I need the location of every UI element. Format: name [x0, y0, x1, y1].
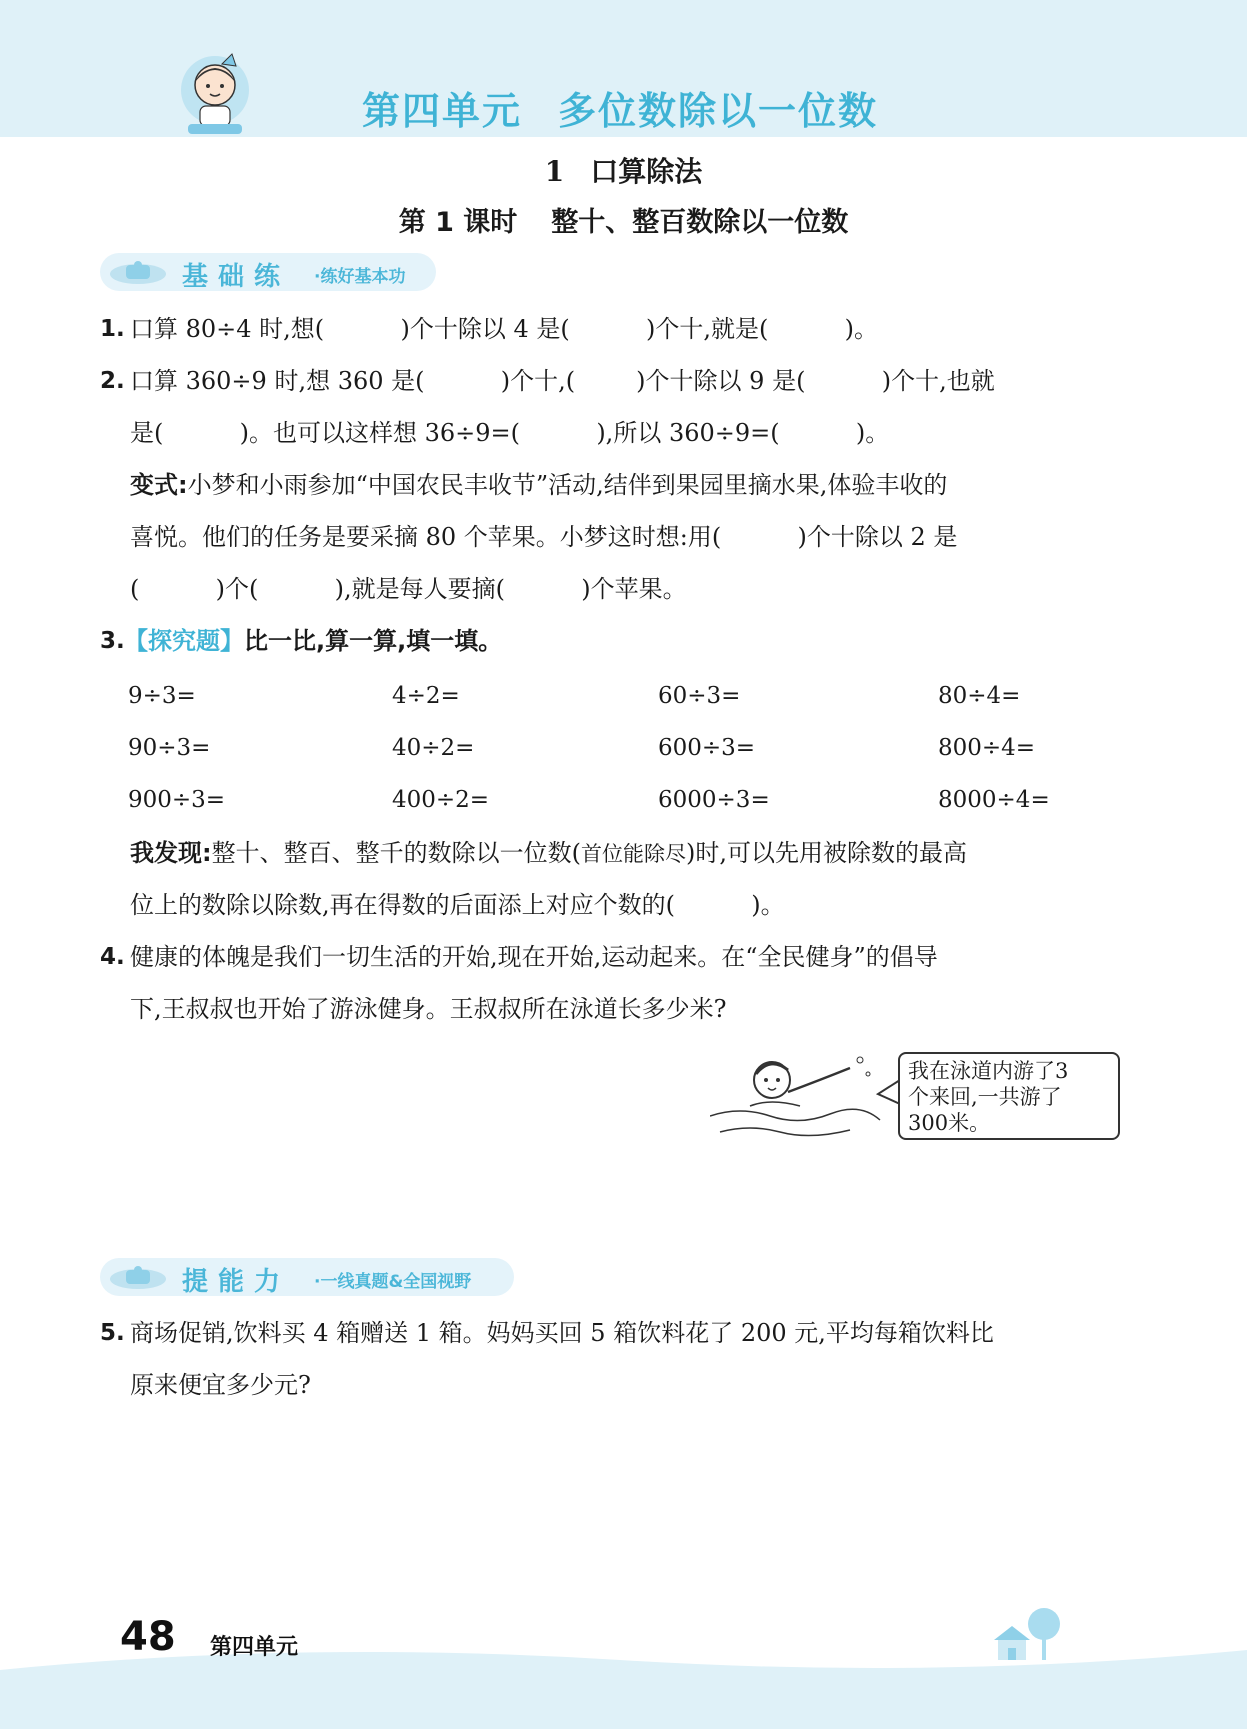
- bubble-line: 个来回,一共游了: [908, 1085, 1062, 1109]
- lesson-title: [0, 200, 1247, 239]
- basic-practice-banner: [100, 253, 436, 291]
- calc-item: 40÷2=: [392, 735, 475, 761]
- finding-label: 我发现:: [130, 839, 212, 867]
- bubble-line: 我在泳道内游了3: [908, 1059, 1069, 1083]
- mascot-girl-icon: [170, 40, 260, 140]
- calc-item: 9÷3=: [128, 683, 196, 709]
- variant-line-2: 喜悦。他们的任务是要采摘 80 个苹果。小梦这时想:用( )个十除以 2 是: [130, 523, 958, 551]
- basic-practice-title: 基础练: [182, 262, 291, 292]
- finding-line-1: [130, 838, 967, 869]
- question-number: 2.: [100, 368, 125, 394]
- lesson-name: 整十、整百数除以一位数: [551, 207, 849, 238]
- variant-line-1: [130, 470, 947, 500]
- calc-item: 800÷4=: [938, 735, 1036, 761]
- banner-logo-icon: [108, 259, 168, 285]
- calc-item: 90÷3=: [128, 735, 211, 761]
- unit-label: 第四单元: [361, 89, 522, 133]
- speech-bubble: [898, 1052, 1120, 1140]
- q5-line-2: 原来便宜多少元?: [130, 1371, 311, 1399]
- finding-line-2: 位上的数除以除数,再在得数的后面添上对应个数的( )。: [130, 891, 785, 919]
- calc-item: 400÷2=: [392, 787, 490, 813]
- finding-text-b: )时,可以先用被除数的最高: [685, 839, 967, 867]
- question-number: 3.: [100, 628, 125, 654]
- banner-logo-icon: [108, 1264, 168, 1290]
- question-number: 1.: [100, 316, 125, 342]
- lesson-number: 第 1 课时: [398, 207, 518, 238]
- q3-heading: [124, 626, 502, 656]
- page-number: 48: [120, 1614, 176, 1660]
- q3-instruction: 比一比,算一算,填一填。: [244, 627, 503, 655]
- finding-note: 首位能除尽: [580, 842, 686, 866]
- finding-text-a: 整十、整百、整千的数除以一位数(: [211, 839, 581, 867]
- calc-item: 8000÷4=: [938, 787, 1050, 813]
- section-title: [0, 150, 1247, 190]
- ability-banner: [100, 1258, 514, 1296]
- section-name: 口算除法: [590, 155, 703, 188]
- q4-line-2: 下,王叔叔也开始了游泳健身。王叔叔所在泳道长多少米?: [130, 995, 727, 1023]
- footer-unit-label: 第四单元: [210, 1635, 299, 1660]
- swimmer-illustration-icon: [710, 1040, 890, 1150]
- unit-topic: 多位数除以一位数: [558, 89, 879, 133]
- question-number: 5.: [100, 1320, 125, 1346]
- house-trees-icon: [986, 1606, 1066, 1662]
- calc-item: 80÷4=: [938, 683, 1021, 709]
- basic-practice-subtitle: ·练好基本功: [314, 267, 406, 287]
- q5-line-1: 商场促销,饮料买 4 箱赠送 1 箱。妈妈买回 5 箱饮料花了 200 元,平均每箱饮料比: [130, 1319, 994, 1347]
- q4-line-1: 健康的体魄是我们一切生活的开始,现在开始,运动起来。在“全民健身”的倡导: [130, 943, 938, 971]
- q2-line-1: 口算 360÷9 时,想 360 是( )个十,( )个十除以 9 是( )个十,也就: [130, 367, 995, 395]
- variant-label: 变式:: [130, 471, 188, 499]
- section-number: 1: [544, 155, 565, 188]
- calc-item: 4÷2=: [392, 683, 460, 709]
- variant-line-3: ( )个( ),就是每人要摘( )个苹果。: [130, 575, 687, 603]
- ability-subtitle: ·一线真题&全国视野: [314, 1272, 472, 1292]
- ability-title: 提能力: [182, 1267, 291, 1297]
- bubble-line: 300米。: [908, 1111, 991, 1135]
- calc-item: 6000÷3=: [658, 787, 770, 813]
- exploration-tag: 【探究题】: [124, 627, 244, 655]
- calc-item: 900÷3=: [128, 787, 226, 813]
- variant-text-1: 小梦和小雨参加“中国农民丰收节”活动,结伴到果园里摘水果,体验丰收的: [187, 471, 948, 499]
- calc-item: 60÷3=: [658, 683, 741, 709]
- calc-item: 600÷3=: [658, 735, 756, 761]
- unit-title: [340, 80, 900, 135]
- q1-text: 口算 80÷4 时,想( )个十除以 4 是( )个十,就是( )。: [130, 315, 879, 343]
- question-number: 4.: [100, 944, 125, 970]
- q2-line-2: 是( )。也可以这样想 36÷9=( ),所以 360÷9=( )。: [130, 419, 890, 447]
